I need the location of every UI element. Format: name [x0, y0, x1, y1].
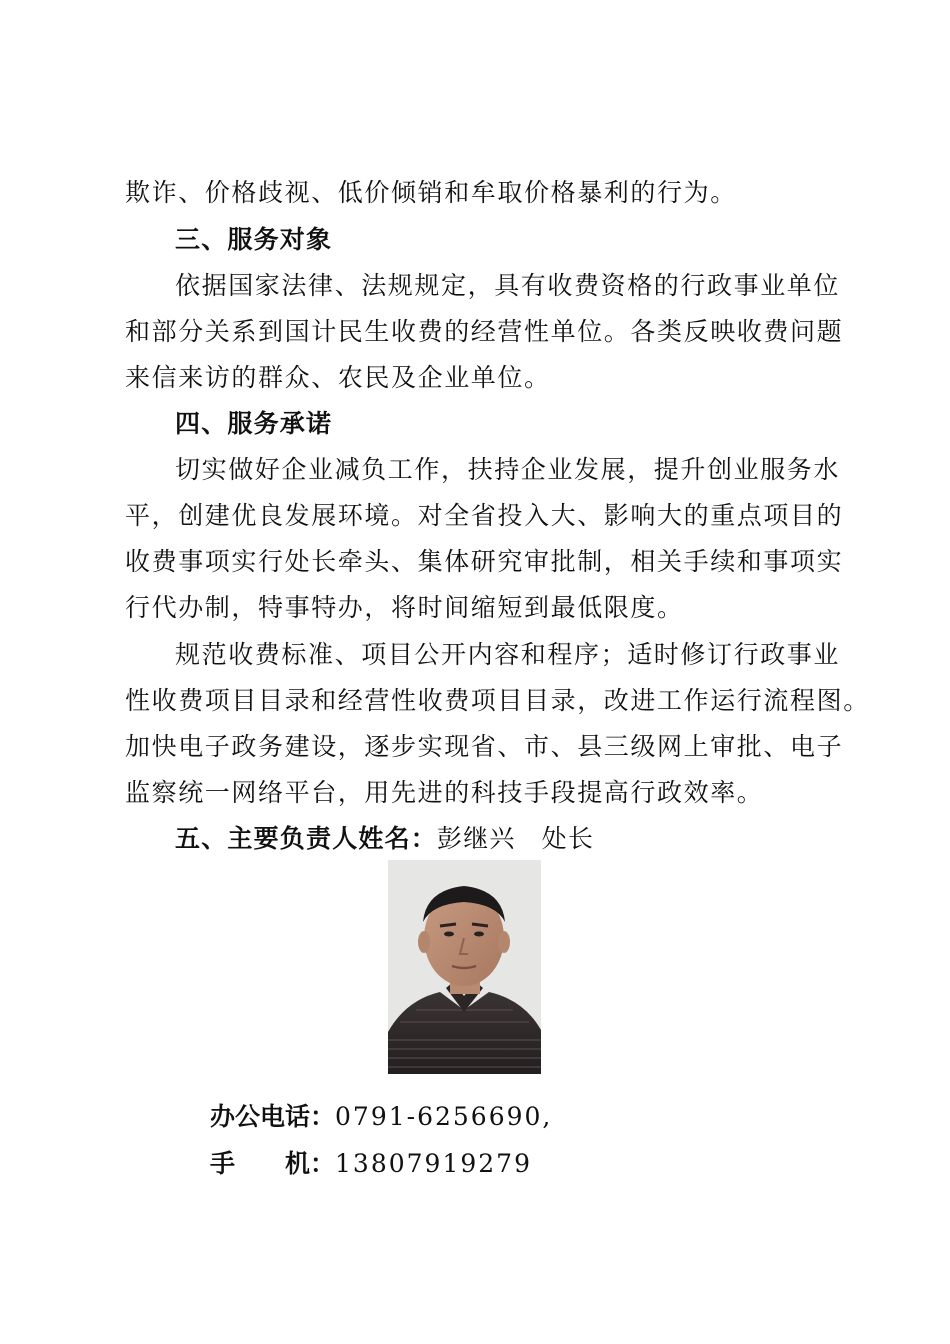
office-phone-row [210, 1102, 552, 1132]
office-phone-label: 办公电话： [210, 1102, 336, 1131]
section4-para2-line-4: 监察统一网络平台，用先进的科技手段提高行政效率。 [125, 778, 764, 807]
section3-heading: 三、服务对象 [175, 225, 333, 254]
section4-para1-line-1: 切实做好企业减负工作，扶持企业发展，提升创业服务水 [175, 455, 841, 484]
section4-para1-line-4: 行代办制，特事特办，将时间缩短到最低限度。 [125, 593, 684, 622]
mobile-phone-label: 手 机： [210, 1149, 336, 1178]
mobile-phone-row [210, 1149, 532, 1179]
leader-name: 彭继兴 [437, 824, 516, 853]
leader-photo [388, 860, 541, 1074]
section3-line-3: 来信来访的群众、农民及企业单位。 [125, 363, 551, 392]
paragraph-tail: 欺诈、价格歧视、低价倾销和牟取价格暴利的行为。 [125, 178, 737, 207]
section3-line-1: 依据国家法律、法规规定，具有收费资格的行政事业单位 [175, 271, 841, 300]
section4-para1-line-2: 平，创建优良发展环境。对全省投入大、影响大的重点项目的 [125, 501, 844, 530]
office-phone-value: 0791-6256690, [335, 1102, 553, 1131]
section5-heading [175, 824, 594, 854]
section3-line-2: 和部分关系到国计民生收费的经营性单位。各类反映收费问题 [125, 317, 844, 346]
section4-para2-line-3: 加快电子政务建设，逐步实现省、市、县三级网上审批、电子 [125, 732, 844, 761]
section4-para2-line-2: 性收费项目目录和经营性收费项目目录，改进工作运行流程图。 [125, 686, 870, 715]
section5-label: 五、主要负责人姓名： [175, 824, 438, 853]
leader-title: 处长 [541, 824, 595, 853]
section4-para1-line-3: 收费事项实行处长牵头、集体研究审批制，相关手续和事项实 [125, 547, 844, 576]
section4-para2-line-1: 规范收费标准、项目公开内容和程序；适时修订行政事业 [175, 640, 841, 669]
portrait-image [388, 860, 541, 1074]
section4-heading: 四、服务承诺 [175, 409, 333, 438]
mobile-phone-value: 13807919279 [335, 1149, 532, 1178]
